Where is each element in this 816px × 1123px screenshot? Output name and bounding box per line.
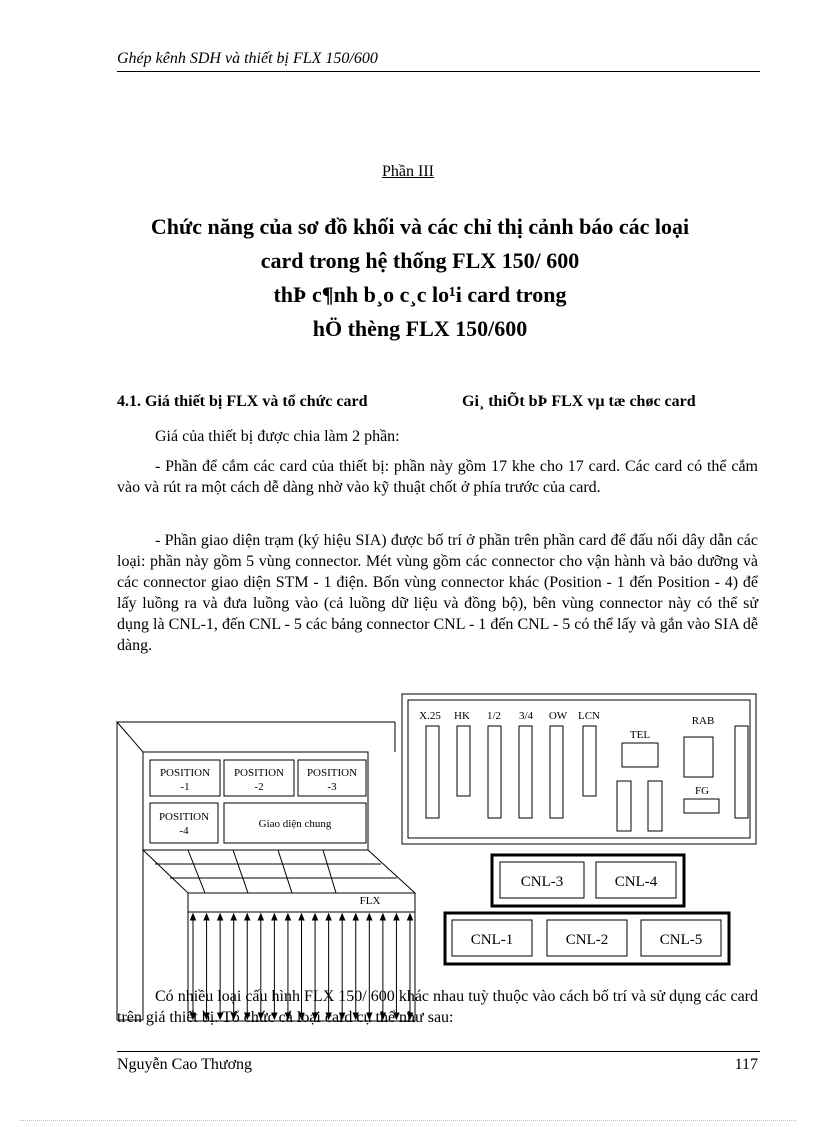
x25-connector [426, 726, 439, 818]
card-slot-arrow [218, 914, 223, 920]
card-slot-arrow [191, 914, 196, 920]
position-3-number: -3 [327, 781, 337, 793]
chapter-title-line-3: thÞ c¶nh b¸o c¸c lo¹i card trong [273, 282, 567, 307]
card-slot-arrow [326, 914, 331, 920]
card-slot-arrow [394, 914, 399, 920]
position-1-number: -1 [180, 781, 190, 793]
position-4-number: -4 [179, 825, 189, 837]
position-4-box [150, 803, 218, 843]
cnl-2-label: CNL-2 [565, 932, 609, 948]
cnl-5-label: CNL-5 [659, 932, 703, 948]
common-interface-label: Giao diện chung [258, 818, 332, 830]
chapter-title-line-4: hÖ thèng FLX 150/600 [312, 316, 528, 341]
chapter-title-line-1: Chức năng của sơ đồ khối và các chỉ thị cảnh báo các loại [150, 214, 690, 239]
paragraph-1: Giá của thiết bị được chia làm 2 phần: [155, 428, 400, 445]
panel-slot-a [617, 781, 631, 831]
position-2-label: POSITION [233, 767, 285, 779]
fg-label: FG [694, 785, 710, 797]
right-connector [735, 726, 748, 818]
position-1-label: POSITION [159, 767, 211, 779]
position-2-number: -2 [254, 781, 264, 793]
card-slot-arrow [258, 914, 263, 920]
hk-connector [457, 726, 470, 796]
tel-label: TEL [629, 729, 651, 741]
card-slot-arrow [313, 914, 318, 920]
paragraph-3: - Phần giao diện trạm (ký hiệu SIA) được bố trí ở phần trên phần card để đấu nối dây dẫn các loại: phần này gồm 5 vùng connector. Mét vùng gồm các connector cho vận hành và bảo dưỡng và các connector giao diện STM - 1 điện. Bốn vùng connector khác (Position - 1 đến Position - 4) để lấy luồng ra và đưa luồng vào (cả luồng dữ liệu và đồng bộ), bên vùng connector này có thể sử dụng là CNL-1, đến CNL - 5 các bảng connector CNL - 1 đến CNL - 5 có thể lấy và gắn vào SIA dễ dàng. [117, 532, 758, 654]
panel-label-1-2: 1/2 [486, 710, 502, 722]
paragraph-2: - Phần để cắm các card của thiết bị: phần này gồm 17 khe cho 17 card. Các card có thể cắm vào và rút ra một cách dễ dàng nhờ vào kỹ thuật chốt ở phía trước của card. [117, 458, 758, 496]
chapter-title-line-2: card trong hệ thống FLX 150/ 600 [260, 248, 580, 273]
ow-connector [550, 726, 563, 818]
position-4-label: POSITION [158, 811, 210, 823]
part-title: Phần III [382, 163, 434, 180]
footer-author: Nguyễn Cao Thương [117, 1056, 253, 1073]
card-slot-arrow [285, 914, 290, 920]
card-slot-arrow [353, 914, 358, 920]
fg-terminal [684, 799, 719, 813]
position-3-label: POSITION [306, 767, 358, 779]
card-slot-arrow [340, 914, 345, 920]
lcn-connector [583, 726, 596, 796]
paragraph-4: Có nhiều loại cấu hình FLX 150/ 600 khác nhau tuỳ thuộc vào cách bố trí và sử dụng các card trên giá thiết bị. Tổ chức cá loại card cụ thể như sau: [117, 988, 758, 1026]
rab-label: RAB [691, 715, 715, 727]
tel-connector [622, 743, 658, 767]
card-slot-arrow [299, 914, 304, 920]
rack-side [117, 722, 143, 1020]
card-slot-arrow [367, 914, 372, 920]
flx-label: FLX [359, 895, 381, 907]
panel-label-x25: X.25 [419, 710, 441, 722]
card-slot-arrow [204, 914, 209, 920]
card-slot-arrow [272, 914, 277, 920]
panel-label-lcn: LCN [578, 710, 600, 722]
connector-3-4 [519, 726, 532, 818]
cnl-3-label: CNL-3 [520, 874, 564, 890]
connector-1-2 [488, 726, 501, 818]
running-header: Ghép kênh SDH và thiết bị FLX 150/600 [117, 50, 378, 67]
rack-shelf [143, 850, 415, 893]
card-slot-arrow [231, 914, 236, 920]
panel-label-ow: OW [548, 710, 568, 722]
panel-label-3-4: 3/4 [518, 710, 534, 722]
card-slot-arrow [245, 914, 250, 920]
page-number: 117 [734, 1056, 758, 1073]
panel-label-hk: HK [454, 710, 470, 722]
card-slot-arrow [380, 914, 385, 920]
footer-rule [117, 1051, 760, 1052]
cnl-4-label: CNL-4 [614, 874, 658, 890]
section-heading: 4.1. Giá thiết bị FLX và tổ chức card [117, 393, 368, 410]
panel-slot-b [648, 781, 662, 831]
page-edge [20, 1120, 796, 1121]
cnl-1-label: CNL-1 [470, 932, 514, 948]
section-heading-garbled: Gi¸ thiÕt bÞ FLX vµ tæ chøc card [462, 393, 696, 410]
rab-connector [684, 737, 713, 777]
card-slot-arrow [408, 914, 413, 920]
